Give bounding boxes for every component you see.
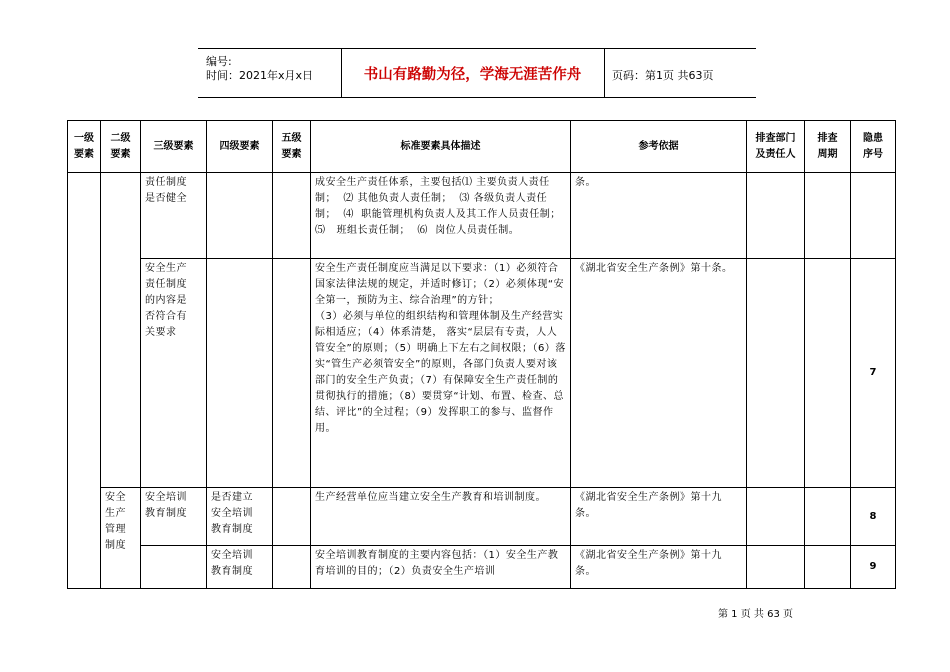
basis-cell: 《湖北省安全生产条例》第十九条。 [571, 488, 747, 546]
description-cell: 安全生产责任制度应当满足以下要求：（1）必须符合国家法律法规的规定，并适时修订；（2）必须体现“安全第一，预防为主、综合治理”的方针； （3）必须与单位的组织结构和管理体制及生产经营实际相适应；（4）体系清楚， 落实“层层有专责，人人管安全”的原则；（5）明确上下左右之间权限；（6）落实“管生产必须管安全”的原则，各部门负责人要对该部门的安全生产负责；（7）有保障安全生产责任制的贯彻执行的措施；（8）要贯穿“计划、布置、检查、总结、评比”的全过程；（9）发挥职工的参与、监督作用。 [311, 259, 571, 488]
document-date: 时间：2021年x月x日 [206, 69, 314, 82]
table-header-row [68, 121, 896, 173]
description-cell: 成安全生产责任体系，主要包括⑴ 主要负责人责任制； ⑵ 其他负责人责任制； ⑶ 各级负责人责任制； ⑷ 职能管理机构负责人及其工作人员责任制； ⑸ 班组长责任制； ⑹ 岗位人员责任制。 [311, 173, 571, 259]
page-footer: 第 1 页 共 63 页 [718, 609, 793, 620]
col-header-level2: 二级 要素 [101, 121, 141, 173]
department-cell [747, 546, 805, 589]
description-cell: 生产经营单位应当建立安全生产教育和培训制度。 [311, 488, 571, 546]
level1-cell [68, 173, 101, 589]
table-row [68, 546, 896, 589]
basis-cell: 《湖北省安全生产条例》第十条。 [571, 259, 747, 488]
level5-cell [273, 546, 311, 589]
document-number-label: 编号: [206, 55, 232, 68]
level3-cell: 安全生产 责任制度 的内容是 否符合有 关要求 [141, 259, 207, 488]
header-motto-cell [341, 49, 605, 97]
col-header-level5: 五级 要素 [273, 121, 311, 173]
header-page-number: 页码：第1页 共63页 [612, 69, 714, 82]
level4-cell [207, 173, 273, 259]
table-row [68, 259, 896, 488]
level2-cell [101, 173, 141, 488]
hazard-number-cell [851, 173, 896, 259]
hazard-number-cell: 9 [851, 546, 896, 589]
level3-cell: 安全培训 教育制度 [141, 488, 207, 546]
period-cell [805, 259, 851, 488]
level3-cell: 责任制度 是否健全 [141, 173, 207, 259]
level4-cell [207, 259, 273, 488]
col-header-period: 排查 周期 [805, 121, 851, 173]
description-cell: 安全培训教育制度的主要内容包括：（1）安全生产教育培训的目的；（2）负责安全生产培训 [311, 546, 571, 589]
department-cell [747, 259, 805, 488]
header-page-cell [604, 49, 756, 97]
department-cell [747, 488, 805, 546]
basis-cell: 《湖北省安全生产条例》第十九条。 [571, 546, 747, 589]
level2-cell: 安全 生产 管理 制度 [101, 488, 141, 589]
hazard-number-cell: 7 [851, 259, 896, 488]
period-cell [805, 488, 851, 546]
department-cell [747, 173, 805, 259]
inspection-table [67, 120, 896, 589]
hazard-number-cell: 8 [851, 488, 896, 546]
level5-cell [273, 259, 311, 488]
level5-cell [273, 173, 311, 259]
level4-cell: 安全培训 教育制度 [207, 546, 273, 589]
motto-text: 书山有路勤为径，学海无涯苦作舟 [363, 67, 582, 83]
document-header [198, 48, 756, 98]
header-meta-cell [198, 49, 342, 97]
period-cell [805, 546, 851, 589]
col-header-department: 排查部门 及责任人 [747, 121, 805, 173]
col-header-description: 标准要素具体描述 [311, 121, 571, 173]
level4-cell: 是否建立 安全培训 教育制度 [207, 488, 273, 546]
col-header-level1: 一级 要素 [68, 121, 101, 173]
table-row [68, 173, 896, 259]
level3-cell [141, 546, 207, 589]
period-cell [805, 173, 851, 259]
col-header-level3: 三级要素 [141, 121, 207, 173]
level5-cell [273, 488, 311, 546]
col-header-hazard-number: 隐患 序号 [851, 121, 896, 173]
table-row [68, 488, 896, 546]
col-header-basis: 参考依据 [571, 121, 747, 173]
col-header-level4: 四级要素 [207, 121, 273, 173]
basis-cell: 条。 [571, 173, 747, 259]
